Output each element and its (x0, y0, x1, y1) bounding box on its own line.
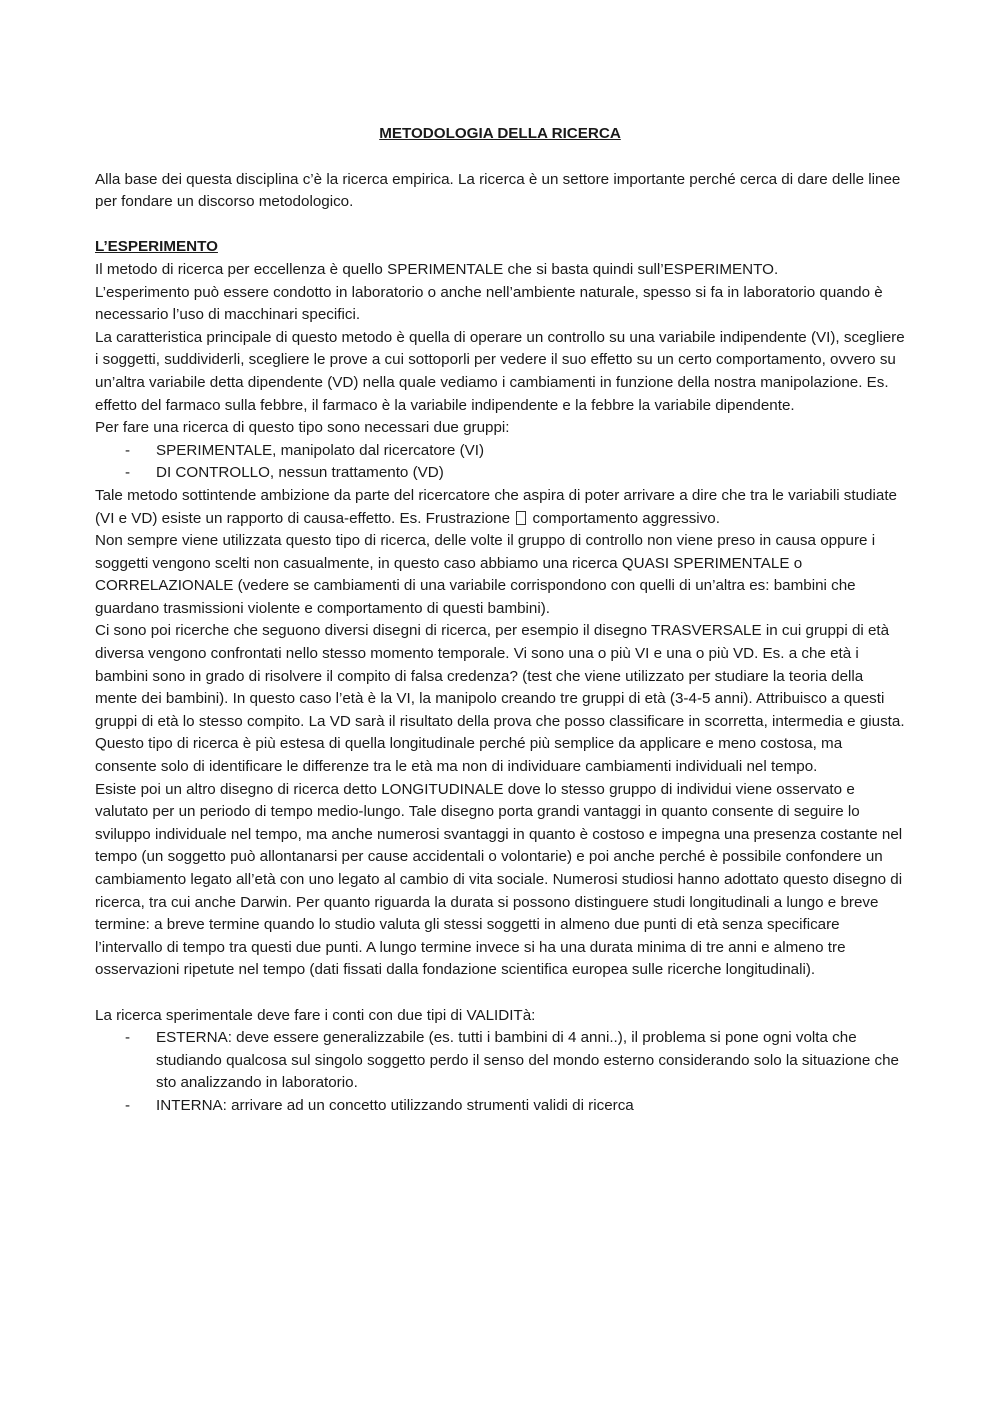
spacer (95, 982, 905, 1005)
paragraph: La ricerca sperimentale deve fare i conti con due tipi di VALIDITà: (95, 1006, 536, 1024)
paragraph: Questo tipo di ricerca è più estesa di quella longitudinale perché più semplice da applicare e meno costosa, ma consente solo di identificare le differenze tra le età ma non di individuare cambiamenti individuali nel tempo. (95, 735, 843, 776)
intro-paragraph: Alla base dei questa disciplina c’è la ricerca empirica. La ricerca è un settore importante perché cerca di dare delle linee per fondare un discorso metodologico. (95, 170, 901, 211)
section-heading-esperimento: L’ESPERIMENTO (95, 238, 218, 256)
paragraph: Il metodo di ricerca per eccellenza è quello SPERIMENTALE che si basta quindi sull’ESPERIMENTO. (95, 260, 779, 278)
paragraph: La caratteristica principale di questo metodo è quella di operare un controllo su una variabile indipendente (VI), scegliere i soggetti, suddividerli, scegliere le prove a cui sottoporli per vedere il suo effetto su un certo comportamento, ovvero su un’altra variabile detta dipendente (VD) nella quale vediamo i cambiamenti in funzione della nostra manipolazione. Es. effetto del farmaco sulla febbre, il farmaco è la variabile indipendente e la febbre la variabile dipendente. (95, 328, 905, 414)
list-item: - ESTERNA: deve essere generalizzabile (es. tutti i bambini di 4 anni..), il problema si pone ogni volta che studiando qualcosa sul singolo soggetto perdo il senso del mondo esterno considerando solo la situazione che sto analizzando in laboratorio. (156, 1027, 905, 1095)
document-title: METODOLOGIA DELLA RICERCA (379, 125, 621, 142)
spacer (95, 214, 905, 237)
paragraph: Non sempre viene utilizzata questo tipo di ricerca, delle volte il gruppo di controllo non viene preso in causa oppure i soggetti vengono scelti non casualmente, in questo caso abbiamo una ricerca QUASI SPERIMENTALE o CORRELAZIONALE (vedere se cambiamenti di una variabile corrispondono con quelli di un’altra es: bambini che guardano trasmissioni violente e comportamento di questi bambini). (95, 532, 876, 617)
list-item: - SPERIMENTALE, manipolato dal ricercatore (VI) (156, 440, 905, 463)
paragraph: Per fare una ricerca di questo tipo sono necessari due gruppi: (95, 419, 510, 437)
text-fragment: Tale metodo sottintende ambizione da parte del ricercatore che aspira di poter arrivare a dire che tra le variabili studiate (VI e VD) esiste un rapporto di causa-effetto. Es. Frustrazione (95, 486, 897, 527)
paragraph: Ci sono poi ricerche che seguono diversi disegni di ricerca, per esempio il disegno TRASVERSALE in cui gruppi di età diversa vengono confrontati nello stesso momento temporale. Vi sono una o più VI e una o più VD. Es. a che età i bambini sono in grado di risolvere il compito di falsa credenza? (test che viene utilizzato per studiare la teoria della mente dei bambini). In questo caso l’età è la VI, la manipolo creando tre gruppi di età (3-4-5 anni). Attribuisco a questi gruppi di età lo stesso compito. La VD sarà il risultato della prova che posso classificare in scorretta, intermedia e giusta. (95, 622, 905, 730)
paragraph: L’esperimento può essere condotto in laboratorio o anche nell’ambiente naturale, spesso si fa in laboratorio quando è necessario l’uso di macchinari specifici. (95, 283, 883, 324)
list-item: - INTERNA: arrivare ad un concetto utilizzando strumenti validi di ricerca (156, 1095, 905, 1118)
paragraph (95, 485, 905, 530)
list-item: - DI CONTROLLO, nessun trattamento (VD) (156, 462, 905, 485)
paragraph: Esiste poi un altro disegno di ricerca detto LONGITUDINALE dove lo stesso gruppo di individui viene osservato e valutato per un periodo di tempo medio-lungo. Tale disegno porta grandi vantaggi in quanto consente di seguire lo sviluppo individuale nel tempo, ma anche numerosi svantaggi in quanto è costoso e impegna una presenza costante nel tempo (un soggetto può allontanarsi per cause accidentali o volontarie) e poi anche perché è possibile confondere un cambiamento legato all’età con uno legato al cambio di vita sociale. Numerosi studiosi hanno adottato questo disegno di ricerca, tra cui anche Darwin. Per quanto riguarda la durata si possono distinguere studi longitudinali a lungo e breve termine: a breve termine quando lo studio valuta gli stessi soggetti in almeno due punti di età senza specificare l’intervallo di tempo tra questi due punti. A lungo termine invece si ha una durata minima di tre anni e almeno tre osservazioni ripetute nel tempo (dati fissati dalla fondazione scientifica europea sulle ricerche longitudinali). (95, 780, 903, 979)
validity-list (95, 1027, 905, 1117)
missing-glyph-arrow-icon (516, 511, 526, 525)
groups-list (95, 440, 905, 485)
text-fragment: comportamento aggressivo. (532, 509, 720, 527)
